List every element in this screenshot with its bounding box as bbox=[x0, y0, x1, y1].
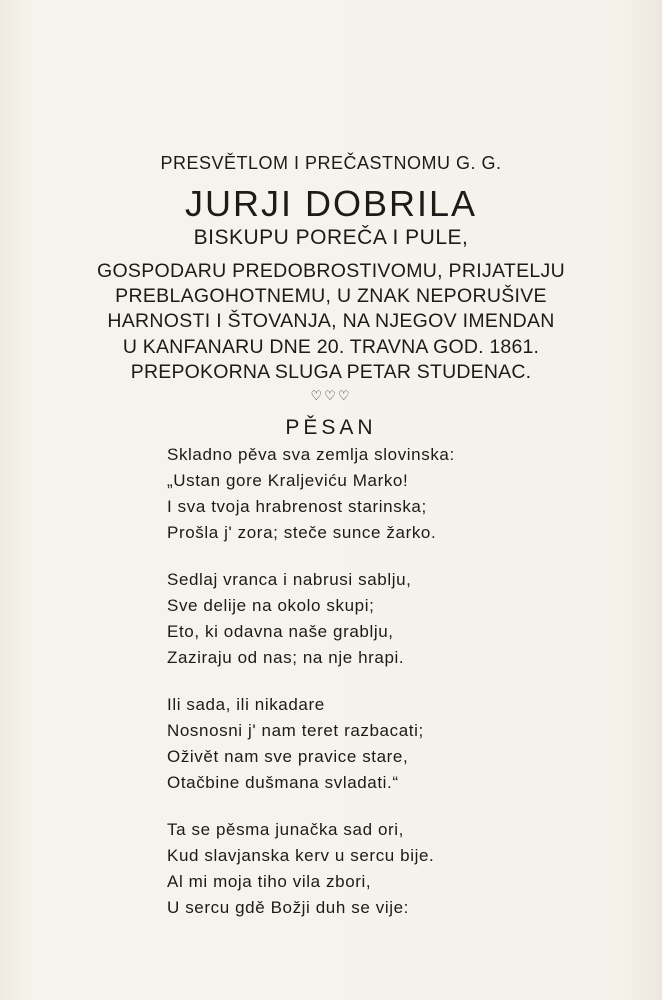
dedication-line: PRESVĚTLOM I PREČASTNOMU G. G. bbox=[160, 153, 502, 173]
poem-line: Otačbine dušmana svladati.“ bbox=[167, 773, 399, 792]
poem-line: „Ustan gore Kraljeviću Marko! bbox=[167, 471, 409, 490]
poem-line: Skladno pěva sva zemlja slovinska: bbox=[167, 445, 455, 464]
poem-line: Prošla j' zora; steče sunce žarko. bbox=[167, 523, 437, 542]
poem-body bbox=[167, 442, 455, 942]
poem-title: PĚSAN bbox=[285, 416, 377, 439]
poem-line: Zaziraju od nas; na nje hrapi. bbox=[167, 648, 405, 667]
heart-ornament-icon: ♡♡♡ bbox=[310, 388, 352, 403]
dedication-text-line: GOSPODARU PREDOBROSTIVOMU, PRIJATELJU bbox=[97, 260, 565, 282]
poem-line: Eto, ki odavna naše grablju, bbox=[167, 622, 394, 641]
poem-line: Kud slavjanska kerv u sercu bije. bbox=[167, 846, 435, 865]
poem-line: Al mi moja tiho vila zbori, bbox=[167, 872, 372, 891]
poem-line: Ili sada, ili nikadare bbox=[167, 695, 325, 714]
poem-line: I sva tvoja hrabrenost starinska; bbox=[167, 497, 427, 516]
recipient-title: BISKUPU POREČA I PULE, bbox=[193, 226, 469, 249]
poem-line: Sedlaj vranca i nabrusi sablju, bbox=[167, 570, 412, 589]
poem-line: Ta se pěsma junačka sad ori, bbox=[167, 820, 404, 839]
dedication-text-line: U KANFANARU DNE 20. TRAVNA GOD. 1861. bbox=[122, 336, 540, 358]
poem-line: Oživět nam sve pravice stare, bbox=[167, 747, 409, 766]
poem-line: Sve delije na okolo skupi; bbox=[167, 596, 375, 615]
dedication-text-line: PREBLAGOHOTNEMU, U ZNAK NEPORUŠIVE bbox=[115, 285, 547, 307]
stanza bbox=[167, 692, 455, 796]
stanza bbox=[167, 442, 455, 546]
stanza bbox=[167, 567, 455, 671]
poem-line: U sercu gdě Božji duh se vije: bbox=[167, 898, 409, 917]
stanza bbox=[167, 817, 455, 921]
recipient-name: JURJI DOBRILA bbox=[184, 183, 478, 224]
dedication-text-line: HARNOSTI I ŠTOVANJA, NA NJEGOV IMENDAN bbox=[107, 310, 555, 332]
signature-line: PREPOKORNA SLUGA PETAR STUDENAC. bbox=[130, 361, 532, 383]
poem-line: Nosnosni j' nam teret razbacati; bbox=[167, 721, 424, 740]
